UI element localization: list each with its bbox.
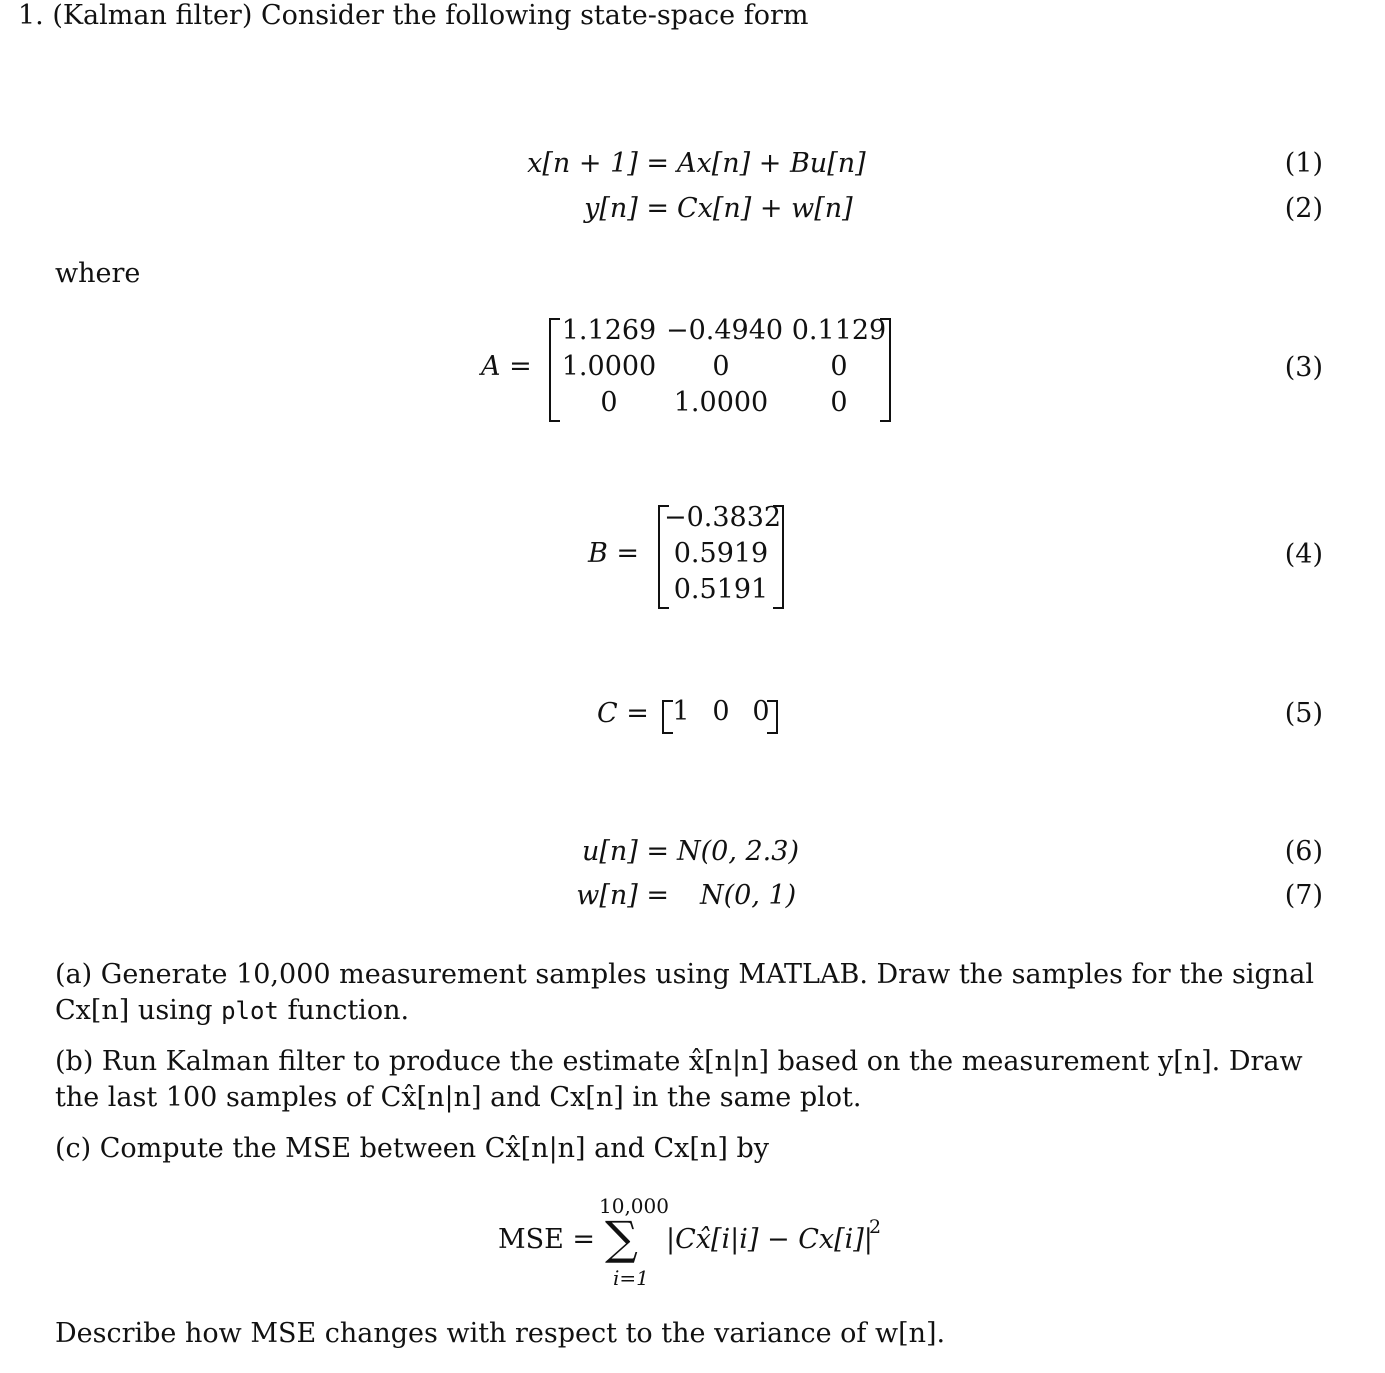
- matrix-b-cell: −0.3832: [664, 502, 782, 533]
- matrix-c-cell: 1: [672, 696, 690, 727]
- matrix-a-cell: 0: [600, 387, 618, 418]
- matrix-a-cell: 0: [830, 351, 848, 382]
- matrix-a-label: A =: [481, 351, 532, 382]
- mse-summand: |Cx̂[i|i] − Cx[i]|: [666, 1224, 873, 1255]
- eq7-number: (7): [1284, 880, 1323, 911]
- eq1-lhs: x[n + 1] =: [527, 148, 669, 179]
- part-c-text: (c) Compute the MSE between Cx̂[n|n] and Cx[n] by: [55, 1133, 769, 1164]
- matrix-b-cell: 0.5919: [673, 538, 769, 569]
- eq7-lhs: w[n] =: [576, 880, 669, 911]
- eq5-number: (5): [1284, 698, 1323, 729]
- part-b-text: (b) Run Kalman filter to produce the estimate x̂[n|n] based on the measurement y[n]. Draw the last 100 samples of Cx̂[n|n] and Cx[n] in the same plot.: [55, 1046, 1303, 1113]
- mse-exponent: 2: [869, 1216, 882, 1238]
- eq2-number: (2): [1284, 193, 1323, 224]
- matrix-c-label: C =: [597, 698, 649, 729]
- matrix-a: [549, 315, 891, 422]
- eq2-rhs: Cx[n] + w[n]: [677, 193, 853, 224]
- eq6-lhs: u[n] =: [581, 836, 669, 867]
- matrix-c-cell: 0: [712, 696, 730, 727]
- matrix-a-cell: 1.1269: [561, 315, 657, 346]
- where-text: where: [55, 258, 141, 289]
- matrix-a-cell: −0.4940: [666, 315, 784, 346]
- matrix-b-cell: 0.5191: [673, 574, 769, 605]
- matrix-b: [658, 502, 784, 609]
- matrix-a-cell: 1.0000: [561, 351, 657, 382]
- eq2-lhs: y[n] =: [584, 193, 669, 224]
- matrix-c-cell: 0: [752, 696, 770, 727]
- matrix-a-cell: 0: [712, 351, 730, 382]
- part-a-text: [55, 957, 1320, 1029]
- matrix-c: [662, 696, 778, 734]
- eq6-number: (6): [1284, 836, 1323, 867]
- sum-upper-limit: 10,000: [599, 1194, 669, 1218]
- part-a-text-2: function.: [278, 995, 410, 1026]
- part-a-text-1: (a) Generate 10,000 measurement samples using MATLAB. Draw the samples for the signal Cx[n] using: [55, 959, 1314, 1026]
- plot-code: plot: [221, 997, 279, 1025]
- problem-heading: 1. (Kalman filter) Consider the following state-space form: [18, 0, 809, 31]
- matrix-a-cell: 0.1129: [791, 315, 887, 346]
- eq4-number: (4): [1284, 539, 1323, 570]
- sum-lower-limit: i=1: [613, 1266, 649, 1290]
- eq7-rhs: N(0, 1): [700, 880, 797, 911]
- matrix-a-cell: 1.0000: [673, 387, 769, 418]
- eq6-rhs: N(0, 2.3): [677, 836, 799, 867]
- sum-symbol: ∑: [605, 1211, 638, 1265]
- eq1-number: (1): [1284, 148, 1323, 179]
- matrix-b-label: B =: [588, 538, 640, 569]
- eq1-rhs: Ax[n] + Bu[n]: [677, 148, 866, 179]
- closing-text: Describe how MSE changes with respect to the variance of w[n].: [55, 1318, 946, 1349]
- matrix-a-cell: 0: [830, 387, 848, 418]
- mse-label: MSE =: [498, 1224, 596, 1255]
- eq3-number: (3): [1284, 352, 1323, 383]
